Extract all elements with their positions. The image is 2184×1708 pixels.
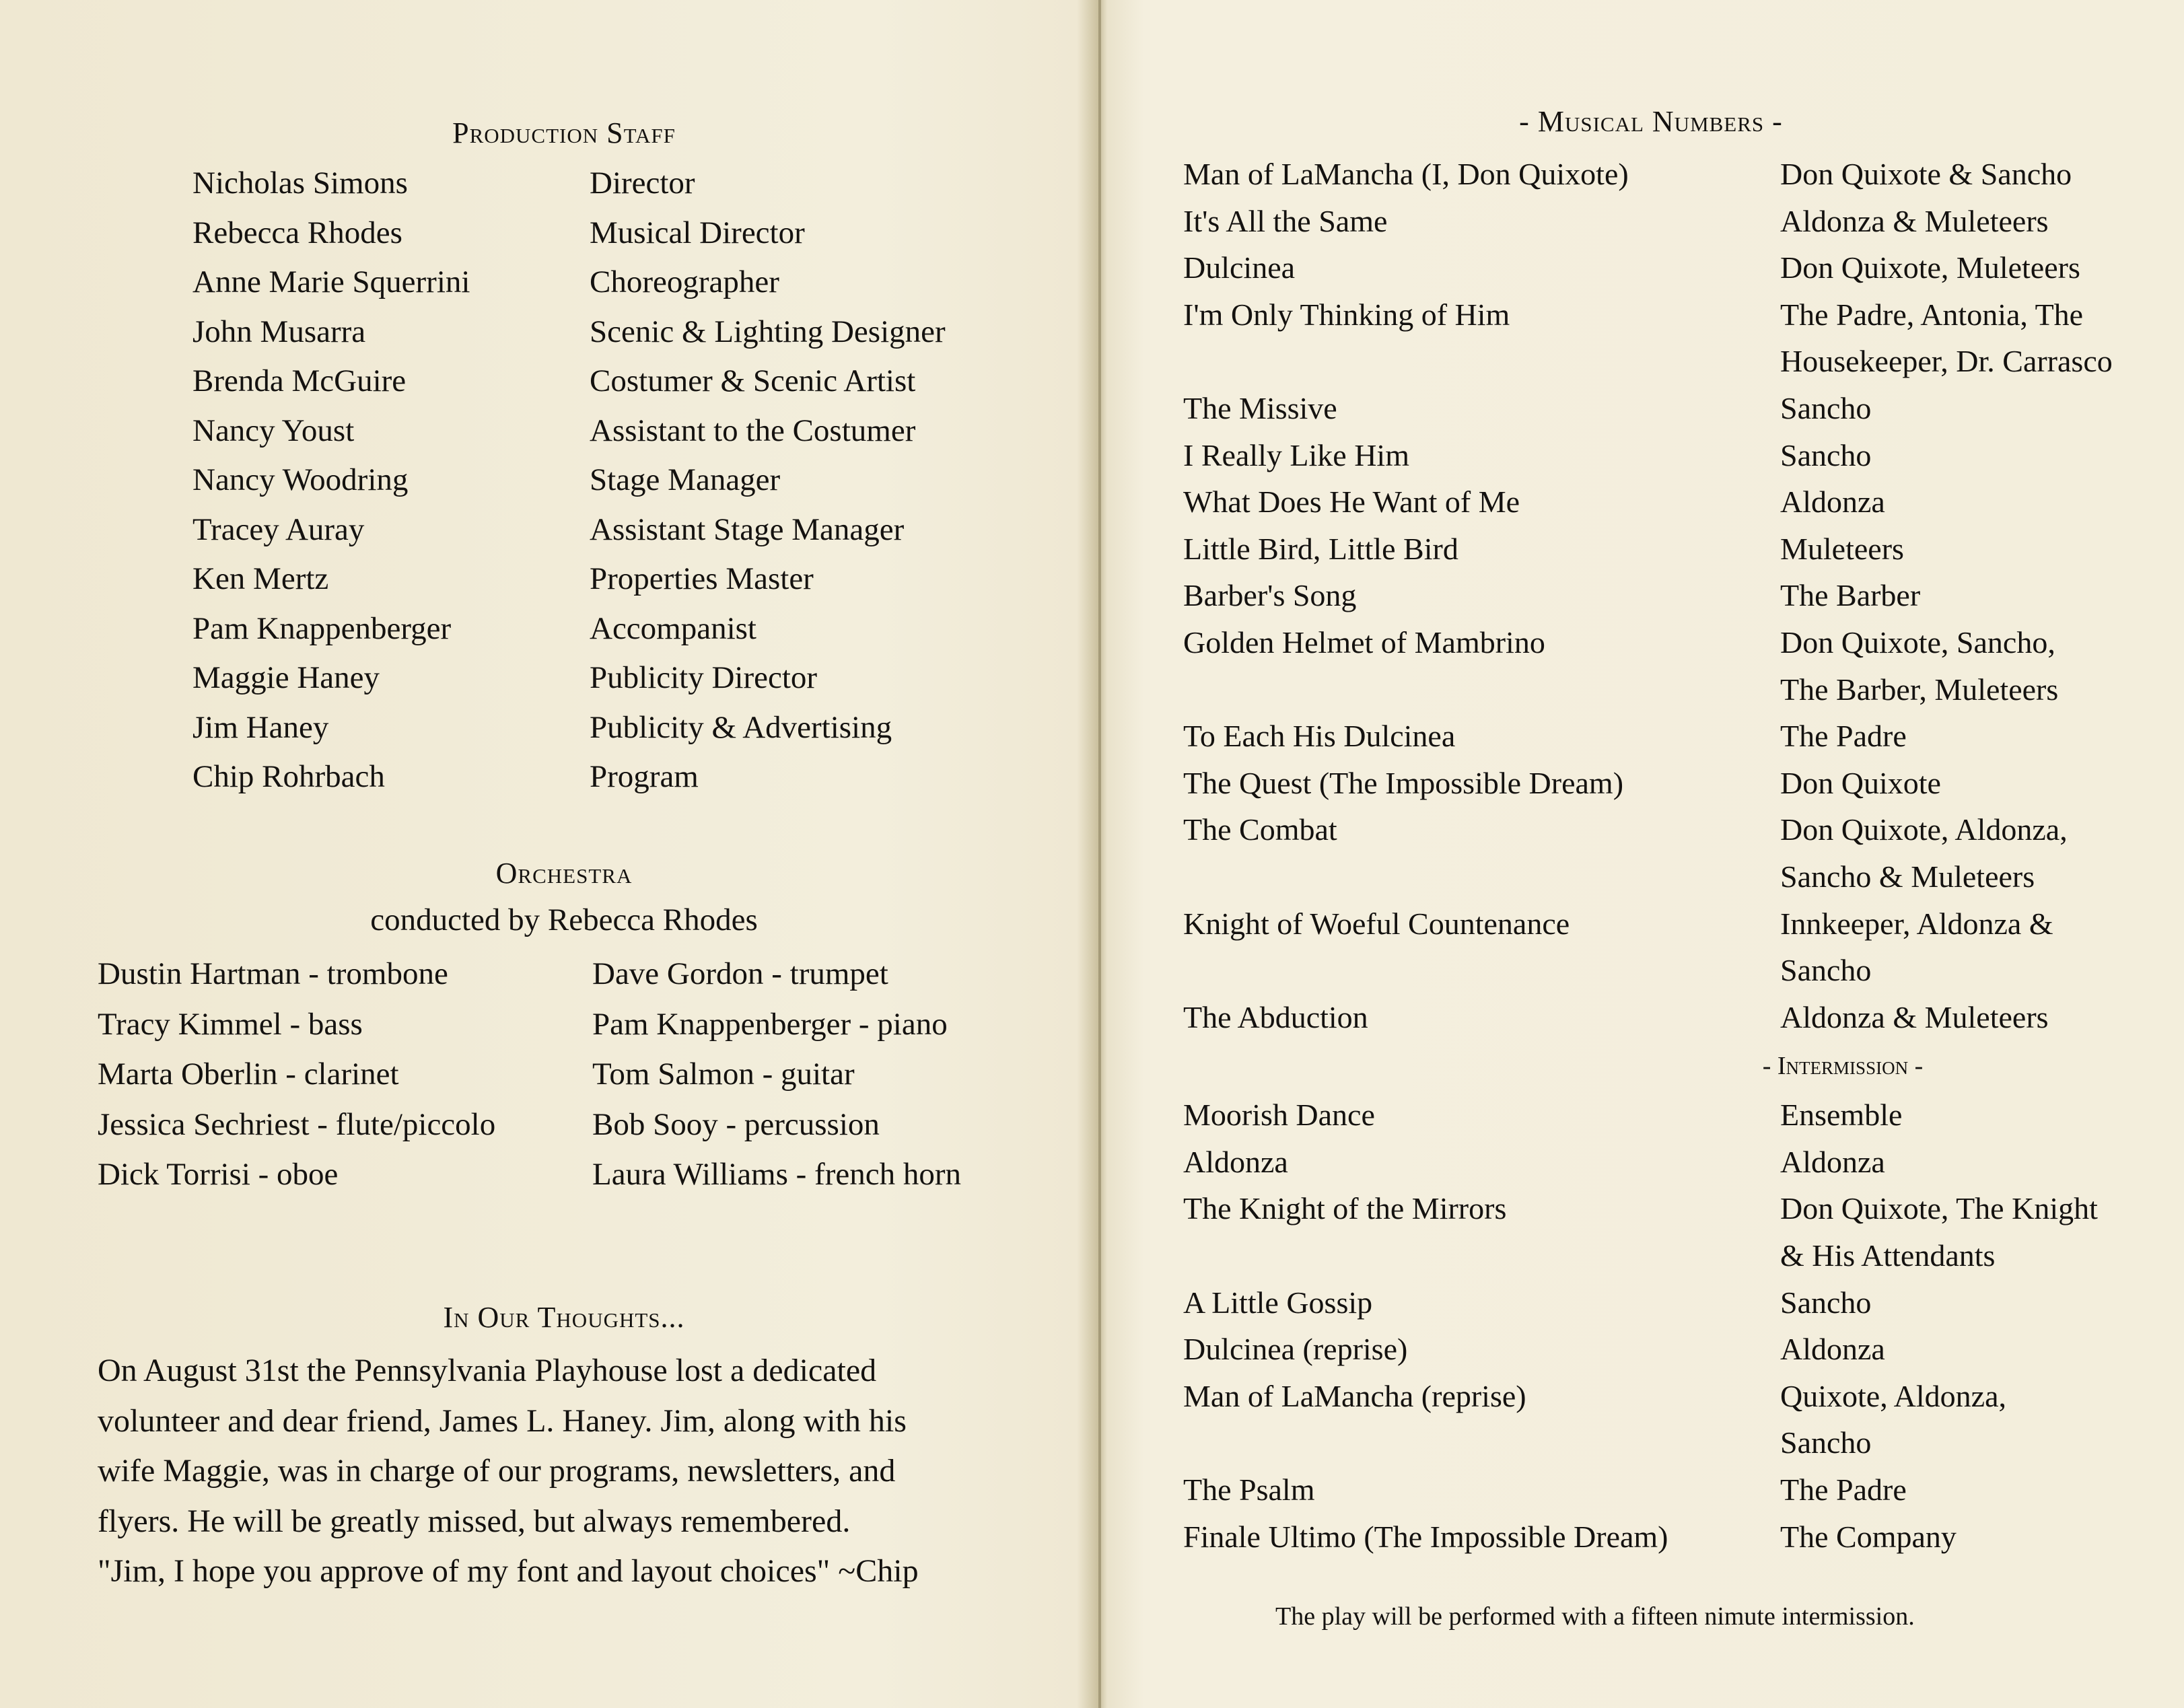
staff-name: Nicholas Simons [192, 166, 408, 201]
song-title: It's All the Same [1183, 203, 1388, 238]
thoughts-line: On August 31st the Pennsylvania Playhouse lost a dedicated [98, 1353, 877, 1388]
song-row [1183, 432, 2157, 479]
song-performers: Aldonza [1780, 1332, 1885, 1367]
musician: Tracy Kimmel - bass [98, 1006, 363, 1042]
song-performers: Don Quixote & Sancho [1780, 157, 2072, 191]
song-performers: Sancho [1780, 390, 1872, 425]
musician: Marta Oberlin - clarinet [98, 1057, 399, 1092]
staff-role: Musical Director [590, 215, 805, 250]
song-title: Aldonza [1183, 1144, 1288, 1179]
orchestra-heading: Orchestra [495, 857, 633, 890]
song-performers: The Barber [1780, 578, 1921, 613]
song-performers: Aldonza [1780, 485, 1885, 520]
song-row [1183, 198, 2157, 245]
song-title: I'm Only Thinking of Him [1183, 297, 1510, 332]
staff-row [192, 604, 946, 654]
intermission-footnote: The play will be performed with a fifteen nimute intermission. [1275, 1602, 1915, 1631]
song-title: I Really Like Him [1183, 437, 1409, 472]
production-staff-list [192, 159, 946, 802]
song-performers: Aldonza & Muleteers [1780, 999, 2049, 1034]
song-row [1183, 713, 2157, 760]
song-row [1183, 291, 2157, 385]
musician: Tom Salmon - guitar [592, 1057, 855, 1092]
song-title: Golden Helmet of Mambrino [1183, 625, 1545, 660]
musician: Dick Torrisi - oboe [98, 1157, 339, 1192]
staff-role: Costumer & Scenic Artist [590, 363, 916, 398]
song-row [1183, 994, 2157, 1041]
staff-role: Director [590, 166, 695, 201]
thoughts-line: flyers. He will be greatly missed, but always remembered. [98, 1503, 851, 1539]
staff-role: Publicity Director [590, 660, 818, 695]
song-title: Little Bird, Little Bird [1183, 531, 1458, 566]
song-performers: The Company [1780, 1519, 1957, 1554]
musician: Jessica Sechriest - flute/piccolo [98, 1106, 496, 1142]
staff-role: Stage Manager [590, 462, 781, 497]
song-performers: Aldonza [1780, 1144, 1885, 1179]
orchestra-row [98, 1049, 961, 1100]
song-row [1183, 1185, 2157, 1279]
song-row [1183, 1466, 2157, 1514]
song-performers: Sancho [1780, 437, 1872, 472]
musician: Laura Williams - french horn [592, 1157, 961, 1192]
song-performers: The Padre [1780, 719, 1907, 754]
staff-name: Tracey Auray [192, 511, 365, 547]
orchestra-row [98, 999, 961, 1050]
staff-name: Nancy Woodring [192, 462, 409, 497]
staff-name: John Musarra [192, 314, 366, 349]
intermission-divider [1183, 1040, 2152, 1092]
song-row [1183, 900, 2157, 994]
song-performers: Aldonza & Muleteers [1780, 203, 2049, 238]
staff-row [192, 555, 946, 604]
song-title: The Knight of the Mirrors [1183, 1191, 1507, 1226]
song-title: The Combat [1183, 812, 1337, 847]
song-row [1183, 572, 2157, 619]
thoughts-line: volunteer and dear friend, James L. Haney. Jim, along with his [98, 1402, 907, 1439]
booklet-spine [1098, 0, 1101, 1708]
orchestra-row [98, 1149, 961, 1200]
staff-name: Jim Haney [192, 709, 329, 745]
song-row [1183, 1279, 2157, 1326]
intermission-label: - Intermission - [1762, 1052, 1924, 1081]
song-performers: Don Quixote, Aldonza, Sancho & Muleteers [1780, 812, 2068, 894]
orchestra-row [98, 949, 961, 999]
song-row [1183, 1326, 2157, 1373]
staff-name: Maggie Haney [192, 660, 380, 695]
thoughts-paragraph [98, 1346, 1040, 1597]
song-performers: Don Quixote, The Knight & His Attendants [1780, 1191, 2098, 1273]
song-performers: Don Quixote, Sancho, The Barber, Muleteers [1780, 625, 2059, 707]
orchestra-row [98, 1100, 961, 1150]
song-row [1183, 1373, 2157, 1466]
song-title: The Missive [1183, 390, 1337, 425]
musician: Dustin Hartman - trombone [98, 956, 448, 991]
staff-role: Publicity & Advertising [590, 709, 892, 745]
song-performers: Ensemble [1780, 1098, 1903, 1133]
staff-name: Chip Rohrbach [192, 759, 385, 794]
song-title: Finale Ultimo (The Impossible Dream) [1183, 1519, 1668, 1554]
song-row [1183, 1139, 2157, 1186]
staff-name: Ken Mertz [192, 561, 329, 596]
song-title: Man of LaMancha (I, Don Quixote) [1183, 157, 1629, 191]
song-title: The Abduction [1183, 999, 1368, 1034]
orchestra-list [98, 949, 961, 1200]
production-staff-heading: Production Staff [452, 116, 676, 149]
staff-row [192, 505, 946, 555]
song-title: The Psalm [1183, 1472, 1315, 1507]
musician: Dave Gordon - trumpet [592, 956, 888, 991]
song-title: Barber's Song [1183, 578, 1357, 613]
orchestra-conductor: conducted by Rebecca Rhodes [370, 902, 758, 937]
staff-role: Program [590, 759, 699, 794]
song-title: Moorish Dance [1183, 1098, 1375, 1133]
song-performers: Don Quixote, Muleteers [1780, 250, 2080, 285]
song-performers: Don Quixote [1780, 765, 1941, 800]
musician: Bob Sooy - percussion [592, 1106, 880, 1142]
song-row [1183, 526, 2157, 573]
song-row [1183, 760, 2157, 807]
staff-name: Nancy Youst [192, 413, 355, 448]
staff-role: Assistant to the Costumer [590, 413, 916, 448]
staff-row [192, 752, 946, 802]
staff-name: Rebecca Rhodes [192, 215, 402, 250]
song-performers: Quixote, Aldonza, Sancho [1780, 1378, 2006, 1460]
song-title: Knight of Woeful Countenance [1183, 906, 1570, 941]
staff-row [192, 159, 946, 209]
staff-name: Pam Knappenberger [192, 610, 452, 646]
song-row [1183, 385, 2157, 432]
staff-row [192, 653, 946, 703]
song-performers: Sancho [1780, 1285, 1872, 1320]
song-row [1183, 619, 2157, 713]
song-title: The Quest (The Impossible Dream) [1183, 765, 1624, 800]
song-row [1183, 1092, 2157, 1139]
song-title: To Each His Dulcinea [1183, 719, 1456, 754]
song-performers: Muleteers [1780, 531, 1904, 566]
song-row [1183, 151, 2157, 198]
staff-name: Anne Marie Squerrini [192, 264, 470, 299]
song-row [1183, 1514, 2157, 1561]
staff-row [192, 357, 946, 406]
staff-role: Properties Master [590, 561, 814, 596]
thoughts-line: "Jim, I hope you approve of my font and layout choices" ~Chip [98, 1553, 919, 1589]
musical-numbers-heading: - Musical Numbers - [1519, 105, 1783, 138]
staff-row [192, 258, 946, 308]
staff-role: Accompanist [590, 610, 756, 646]
song-title: Dulcinea (reprise) [1183, 1332, 1408, 1367]
staff-row [192, 308, 946, 357]
staff-row [192, 703, 946, 753]
thoughts-line: wife Maggie, was in charge of our programs, newsletters, and [98, 1453, 896, 1489]
song-row [1183, 478, 2157, 526]
song-title: Dulcinea [1183, 250, 1296, 285]
musical-numbers-list [1183, 151, 2157, 1560]
song-title: A Little Gossip [1183, 1285, 1373, 1320]
song-title: Man of LaMancha (reprise) [1183, 1378, 1526, 1413]
song-performers: The Padre, Antonia, The Housekeeper, Dr. Carrasco [1780, 297, 2113, 379]
song-row [1183, 244, 2157, 291]
musician: Pam Knappenberger - piano [592, 1006, 948, 1042]
song-performers: The Padre [1780, 1472, 1907, 1507]
song-title: What Does He Want of Me [1183, 485, 1520, 520]
staff-role: Assistant Stage Manager [590, 511, 905, 547]
song-row [1183, 806, 2157, 900]
staff-name: Brenda McGuire [192, 363, 407, 398]
staff-row [192, 209, 946, 258]
staff-row [192, 406, 946, 456]
staff-role: Choreographer [590, 264, 779, 299]
song-performers: Innkeeper, Aldonza & Sancho [1780, 906, 2053, 988]
staff-role: Scenic & Lighting Designer [590, 314, 946, 349]
staff-row [192, 456, 946, 505]
thoughts-heading: In Our Thoughts... [443, 1301, 685, 1334]
